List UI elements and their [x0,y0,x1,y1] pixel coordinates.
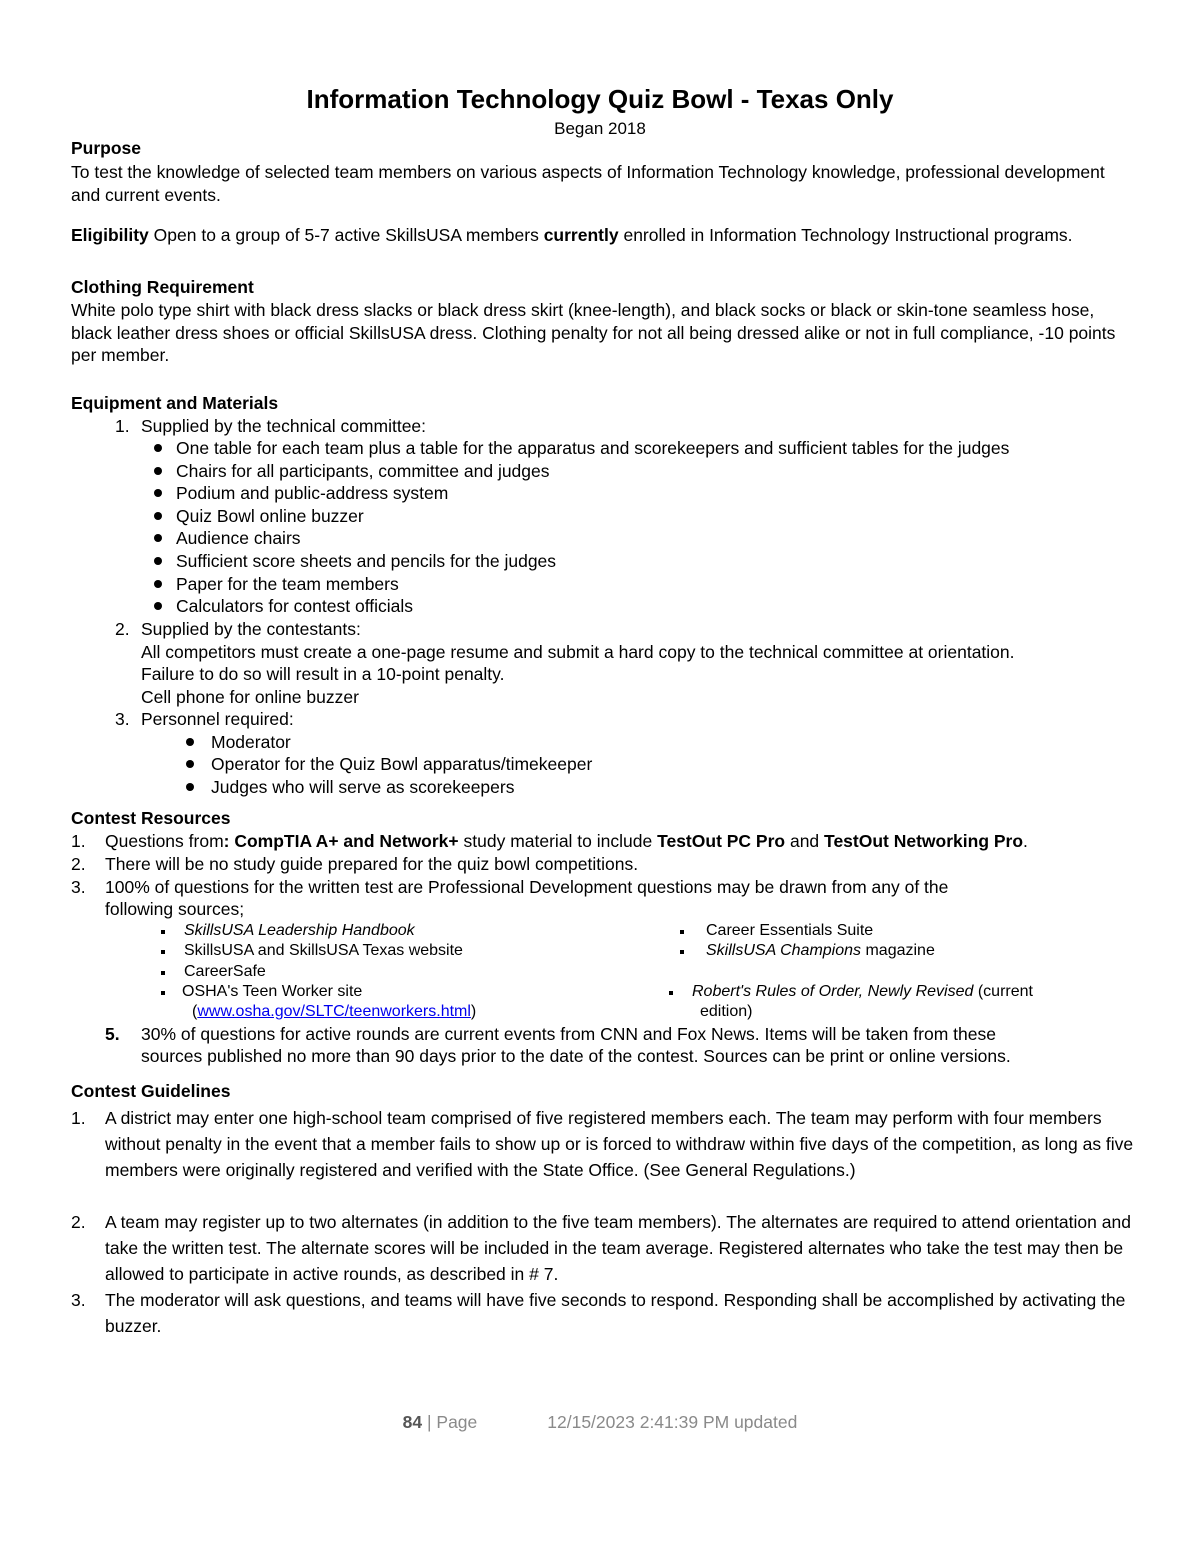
guideline-item: A district may enter one high-school team comprised of five registered members each. The team may perform with four members without penalty in the event that a member fails to show up or is forced to withdraw within five days of the competition, as long as five members were originally registered and verified with the State Office. (See General Regulations.) [105,1108,1134,1180]
eligibility-paragraph [71,224,1131,247]
equipment-bullet: Paper for the team members [176,574,399,594]
clothing-heading: Clothing Requirement [71,277,254,297]
resources-num-1: 1. [71,831,86,851]
resources-num-5: 5. [105,1024,120,1044]
contestant-line: Cell phone for online buzzer [141,687,359,707]
square-bullet-icon [161,991,165,995]
equipment-bullet: Sufficient score sheets and pencils for the judges [176,551,557,571]
equipment-bullet: Audience chairs [176,528,301,548]
bullet-icon [154,512,162,520]
equipment-item-1: Supplied by the technical committee: [141,416,427,436]
personnel-bullet: Operator for the Quiz Bowl apparatus/timekeeper [211,754,593,774]
resources-r1-e: and [785,831,825,851]
purpose-heading: Purpose [71,138,142,158]
equipment-bullet: Podium and public-address system [176,483,449,503]
bullet-icon [154,467,162,475]
source-osha-close: ) [470,1003,477,1020]
bullet-icon [154,489,162,497]
purpose-text: To test the knowledge of selected team members on various aspects of Information Technology knowledge, professional development and current events. [71,162,1105,205]
clothing-text: White polo type shirt with black dress slacks or black dress skirt (knee-length), and black socks or black or skin-tone seamless hose, black leather dress shoes or official SkillsUSA dress. Clothing penalty for not all being dressed alike or not in full compliance, -10 points per member. [71,300,1116,366]
resources-r1-a: Questions from [105,831,224,851]
eligibility-bold: currently [543,225,619,245]
guideline-num-1: 1. [71,1108,86,1128]
source-champions [706,941,935,962]
square-bullet-icon [161,930,165,934]
footer-separator: | [422,1412,437,1432]
source-roberts [692,982,1033,1003]
resources-r1-f: TestOut Networking Pro [824,831,1024,851]
page-footer [0,1412,1200,1433]
footer-page-label: Page [436,1412,478,1432]
equipment-bullet: Quiz Bowl online buzzer [176,506,364,526]
square-bullet-icon [161,971,165,975]
source-careersafe: CareerSafe [184,963,266,980]
page-title: Information Technology Quiz Bowl - Texas Only [306,84,894,114]
guidelines-heading: Contest Guidelines [71,1081,231,1101]
equipment-item-2: Supplied by the contestants: [141,619,361,639]
bullet-icon [186,783,194,791]
equipment-num-3: 3. [115,709,130,729]
bullet-icon [154,602,162,610]
source-roberts-italic: Robert's Rules of Order, Newly Revised [692,983,974,1000]
resources-item-5-line1: 30% of questions for active rounds are current events from CNN and Fox News. Items will be taken from these [141,1024,996,1044]
eligibility-heading: Eligibility [71,225,149,245]
resources-item-2: There will be no study guide prepared for the quiz bowl competitions. [105,854,639,874]
source-osha-open: ( [192,1003,198,1020]
footer-updated: 12/15/2023 2:41:39 PM updated [547,1412,798,1432]
square-bullet-icon [680,950,684,954]
guideline-num-3: 3. [71,1290,86,1310]
bullet-icon [154,534,162,542]
resources-item-1 [105,830,1028,853]
page-subtitle: Began 2018 [554,119,646,138]
source-osha: OSHA's Teen Worker site [182,983,363,1000]
equipment-item-3: Personnel required: [141,709,294,729]
resources-r1-d: TestOut PC Pro [657,831,786,851]
source-osha-link-line [192,1002,476,1023]
resources-num-3: 3. [71,877,86,897]
equipment-heading: Equipment and Materials [71,393,279,413]
equipment-num-1: 1. [115,416,130,436]
square-bullet-icon [669,991,673,995]
resources-num-2: 2. [71,854,86,874]
guideline-item: The moderator will ask questions, and teams will have five seconds to respond. Responding shall be accomplished by activating the buzzer. [105,1290,1126,1336]
bullet-icon [186,738,194,746]
resources-heading: Contest Resources [71,808,231,828]
eligibility-text-b: enrolled in Information Technology Instructional programs. [618,225,1073,245]
bullet-icon [186,760,194,768]
square-bullet-icon [161,950,165,954]
equipment-num-2: 2. [115,619,130,639]
personnel-bullet: Judges who will serve as scorekeepers [211,777,515,797]
personnel-bullet: Moderator [211,732,291,752]
guideline-num-2: 2. [71,1212,86,1232]
source-champions-italic: SkillsUSA Champions [706,942,862,959]
resources-item-5-line2: sources published no more than 90 days prior to the date of the contest. Sources can be print or online versions. [141,1046,1011,1066]
source-champions-rest: magazine [861,942,935,959]
bullet-icon [154,557,162,565]
square-bullet-icon [680,930,684,934]
guideline-item: A team may register up to two alternates (in addition to the five team members). The alternates are required to attend orientation and take the written test. The alternate scores will be included in the team average. Registered alternates who take the test may then be allowed to participate in active rounds, as described in # 7. [105,1212,1131,1284]
bullet-icon [154,580,162,588]
equipment-bullet: One table for each team plus a table for the apparatus and scorekeepers and sufficient tables for the judges [176,438,1010,458]
source-roberts-line2: edition) [700,1003,753,1020]
osha-link[interactable]: www.osha.gov/SLTC/teenworkers.html [197,1003,471,1020]
source-leadership: SkillsUSA Leadership Handbook [184,922,415,939]
resources-item-3-line2: following sources; [105,899,245,919]
source-roberts-rest: (current [973,983,1033,1000]
contestant-line: All competitors must create a one-page resume and submit a hard copy to the technical committee at orientation. [141,642,1015,662]
contestant-line: Failure to do so will result in a 10-point penalty. [141,664,505,684]
footer-page-number: 84 [402,1412,423,1432]
equipment-bullet: Calculators for contest officials [176,596,414,616]
equipment-bullet: Chairs for all participants, committee and judges [176,461,550,481]
bullet-icon [154,444,162,452]
source-website: SkillsUSA and SkillsUSA Texas website [184,942,463,959]
resources-r1-b: : CompTIA A+ and Network+ [223,831,459,851]
eligibility-text-a: Open to a group of 5-7 active SkillsUSA members [148,225,544,245]
resources-r1-g: . [1023,831,1028,851]
resources-item-3-line1: 100% of questions for the written test are Professional Development questions may be drawn from any of the [105,877,949,897]
resources-r1-c: study material to include [458,831,658,851]
source-career-essentials: Career Essentials Suite [706,922,874,939]
